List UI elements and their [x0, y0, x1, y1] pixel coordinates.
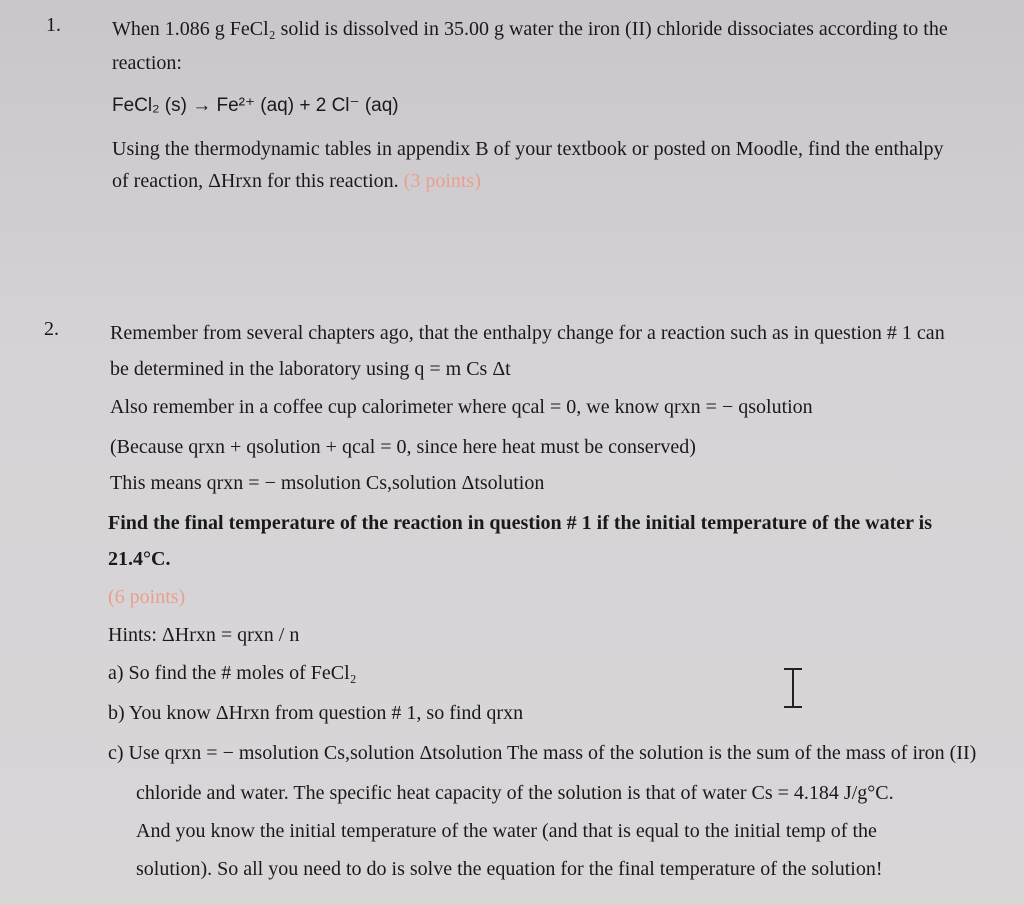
- q2-line-1: Remember from several chapters ago, that the enthalpy change for a reaction such as in question # 1 can: [110, 322, 945, 344]
- q2-hint-c-line-3: And you know the initial temperature of the water (and that is equal to the initial temp of the: [136, 820, 877, 842]
- q2-find-line-1: Find the final temperature of the reaction in question # 1 if the initial temperature of the water is: [108, 512, 932, 534]
- q2-hint-c-line-1: c) Use qrxn = − msolution Cs,solution Δtsolution The mass of the solution is the sum of the mass of iron (II): [108, 742, 977, 764]
- q2-hint-c-line-2: chloride and water. The specific heat capacity of the solution is that of water Cs = 4.184 J/g°C.: [136, 782, 894, 804]
- q2-find-line-2: 21.4°C.: [108, 548, 171, 570]
- q2-points: (6 points): [108, 586, 186, 608]
- q1-reaction: FeCl₂ (s) → Fe²⁺ (aq) + 2 Cl⁻ (aq): [112, 95, 399, 116]
- text-cursor-icon: [778, 668, 808, 708]
- q2-line-3: Also remember in a coffee cup calorimeter where qcal = 0, we know qrxn = − qsolution: [110, 396, 813, 418]
- q2-number: 2.: [44, 318, 59, 340]
- q2-hint-b: b) You know ΔHrxn from question # 1, so find qrxn: [108, 702, 524, 724]
- q2-line-5: This means qrxn = − msolution Cs,solution Δtsolution: [110, 472, 545, 494]
- q1-number: 1.: [46, 14, 61, 36]
- q2-hint-c-line-4: solution). So all you need to do is solve the equation for the final temperature of the solution!: [136, 858, 883, 880]
- q1-line-1: When 1.086 g FeCl₂ solid is dissolved in 35.00 g water the iron (II) chloride dissociates according to the: [112, 18, 948, 40]
- q1-points: (3 points): [403, 170, 481, 192]
- q1-line-5: [112, 170, 481, 193]
- q1-line-5-text: of reaction, ΔHrxn for this reaction.: [112, 170, 399, 192]
- q2-line-2: be determined in the laboratory using q = m Cs Δt: [110, 358, 511, 380]
- q2-hints: Hints: ΔHrxn = qrxn / n: [108, 624, 300, 646]
- q2-hint-a: a) So find the # moles of FeCl₂: [108, 662, 357, 684]
- q2-line-4: (Because qrxn + qsolution + qcal = 0, since here heat must be conserved): [110, 436, 696, 458]
- q1-line-4: Using the thermodynamic tables in appendix B of your textbook or posted on Moodle, find the enthalpy: [112, 138, 944, 160]
- q1-line-2: reaction:: [112, 52, 182, 74]
